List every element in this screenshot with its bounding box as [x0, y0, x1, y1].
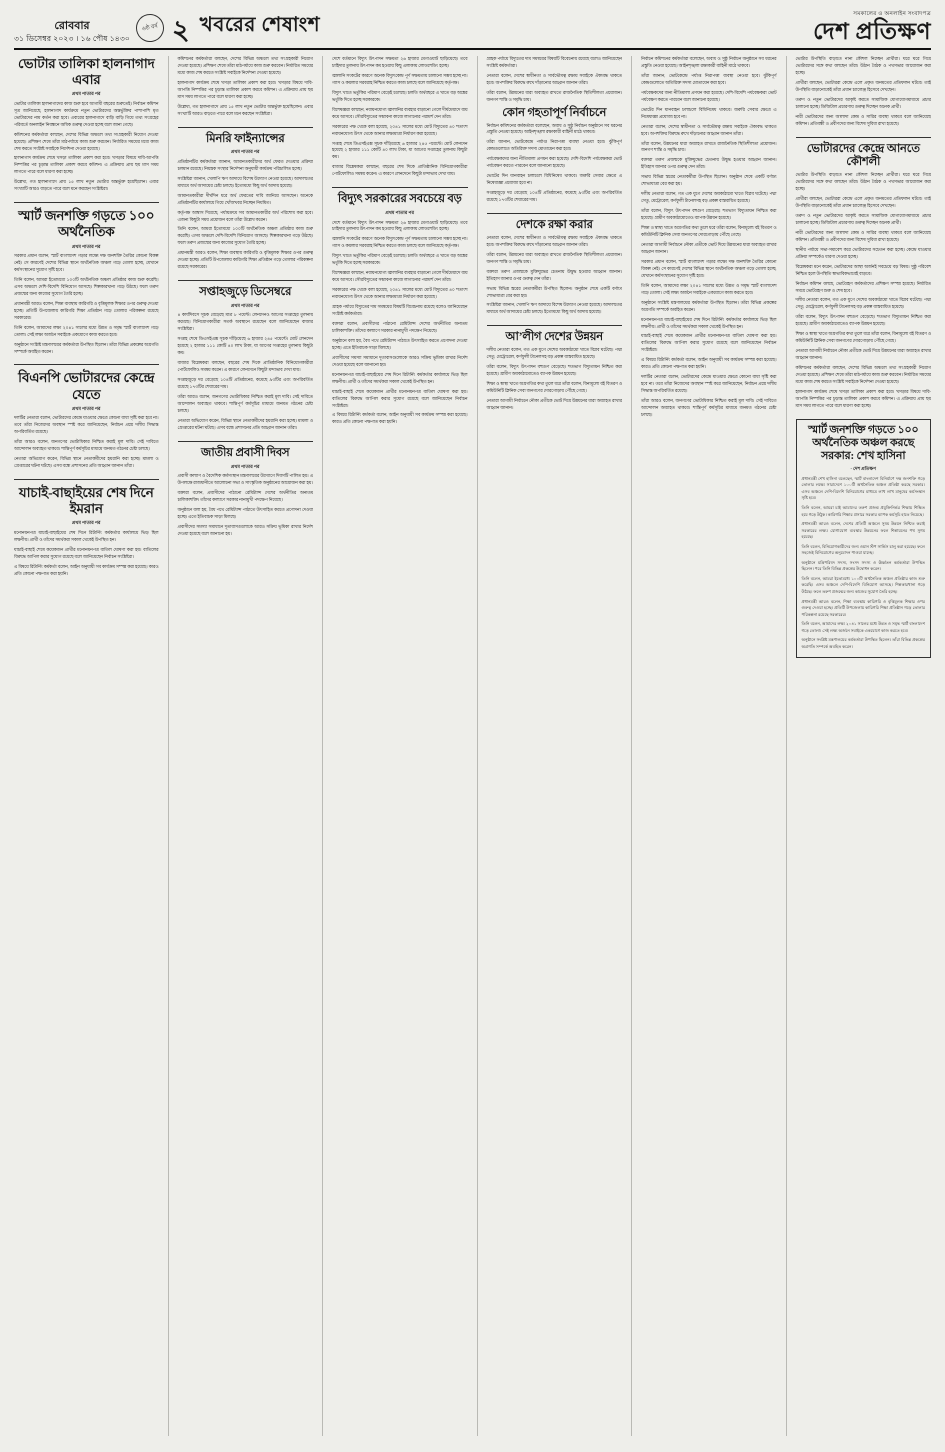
paragraph: সংশ্লিষ্টরা জানান, খেলাপি ঋণ আদায়ে বিশেষ উদ্যোগ নেওয়া হয়েছে। আদালতের মাধ্যমে অর্থ আদায়ের চেষ্টা চলছে। ইতোমধ্যে কিছু অর্থ আদায় হয়েছে।: [486, 302, 622, 315]
headline: কোন গহতাপূর্ণ নির্বাচনে: [502, 106, 607, 119]
paragraph: যাচাই-বাছাই শেষে কয়েকজন প্রার্থীর মনোনয়নপত্র বাতিল ঘোষণা করা হয়। বাতিলের বিরুদ্ধে আপিল করার সুযোগ রয়েছে বলে জানিয়েছেন নির্বাচন সংশ্লিষ্টরা।: [332, 388, 468, 408]
paragraph: শিক্ষা ও স্বাস্থ্য খাতে অগ্রগতির কথা তুলে ধরে তাঁরা বলেন, বিনামূল্যে বই বিতরণ ও কমিউনিটি ক্লিনিক সেবা জনগণের দোরগোড়ায় পৌঁছে গেছে।: [486, 380, 622, 393]
paragraph: সরকার প্রধান বলেন, স্মার্ট বাংলাদেশ গড়ার লক্ষ্যে দক্ষ জনশক্তি তৈরির কোনো বিকল্প নেই। সে কারণেই দেশের বিভিন্ন স্থানে অর্থনৈতিক অঞ্চল গড়ে তোলা হচ্ছে, যেখানে কর্মসংস্থানের সুযোগ সৃষ্টি হবে।: [14, 253, 159, 272]
paragraph: শিক্ষা ও স্বাস্থ্য খাতে অগ্রগতির কথা তুলে ধরে তাঁরা বলেন, বিনামূল্যে বই বিতরণ ও কমিউনিটি ক্লিনিক সেবা জনগণের দোরগোড়ায় পৌঁছে গেছে।: [795, 331, 931, 344]
masthead-right: [813, 10, 931, 43]
paragraph: শিক্ষা ও স্বাস্থ্য খাতে অগ্রগতির কথা তুলে ধরে তাঁরা বলেন, বিনামূল্যে বই বিতরণ ও কমিউনিটি ক্লিনিক সেবা জনগণের দোরগোড়ায় পৌঁছে গেছে।: [641, 225, 777, 238]
paragraph: মনোনয়নপত্র যাচাই-বাছাইয়ের শেষ দিনে রিটার্নিং কর্মকর্তার কার্যালয়ে ভিড় ছিল লক্ষণীয়। প্রার্থী ও তাঁদের সমর্থকরা সকাল থেকেই উপস্থিত হন।: [332, 371, 468, 384]
paragraph: প্রধানমন্ত্রী শেখ হাসিনা বলেছেন, স্মার্ট বাংলাদেশ বিনির্মাণে দক্ষ জনশক্তি গড়ে তোলার লক্ষ্যে সারাদেশে ১০০টি অর্থনৈতিক অঞ্চল প্রতিষ্ঠা করছে সরকার। এসব অঞ্চলে দেশি-বিদেশি বিনিয়োগের মাধ্যমে লাখ লাখ মানুষের কর্মসংস্থান সৃষ্টি হবে।: [801, 475, 925, 501]
headline: ভোটারদের কেন্দ্রে আনতে কৌশলী: [806, 142, 920, 169]
headline: বিএনপি ভোটারদের কেন্দ্রে যেতে: [18, 370, 155, 402]
feature-body: [802, 476, 926, 651]
paragraph: তিনি বলেন, আমরা ইতোমধ্যে ১০০টি অর্থনৈতিক অঞ্চল প্রতিষ্ঠার কাজ শুরু করেছি। এসব অঞ্চলে দেশি-বিদেশি বিনিয়োগ আসছে। শিল্পকারখানা গড়ে উঠছে। ফলে তরুণ প্রজন্মের জন্য কাজের সুযোগ তৈরি হচ্ছে।: [801, 575, 925, 595]
byline: প্রথম পাতার পর: [71, 91, 101, 97]
newspaper-logo: দেশ প্রতিক্ষণ: [813, 19, 931, 44]
paragraph: বক্তারা তরুণ প্রজন্মকে মুক্তিযুদ্ধের চেতনায় উদ্বুদ্ধ হওয়ার আহ্বান জানান। ইতিহাস জানার ওপর গুরুত্ব দেন তাঁরা।: [486, 268, 622, 281]
paragraph: প্রার্থীরা বলছেন, ভোটাররা কেন্দ্রে এলে প্রকৃত জনমতের প্রতিফলন ঘটবে। তাই উপস্থিতি বাড়ানোকেই তাঁরা প্রধান চ্যালেঞ্জ হিসেবে দেখছেন।: [795, 79, 931, 92]
paragraph: তিনি বলেন, আমাদের লক্ষ্য ২০৪১ সালের মধ্যে উন্নত ও সমৃদ্ধ স্মার্ট বাংলাদেশ গড়ে তোলা। সেই লক্ষ্য অর্জনে সবাইকে একযোগে কাজ করতে হবে।: [641, 282, 777, 295]
paragraph: যাচাই-বাছাই শেষে কয়েকজন প্রার্থীর মনোনয়নপত্র বাতিল ঘোষণা করা হয়। বাতিলের বিরুদ্ধে আপিল করার সুযোগ রয়েছে বলে জানিয়েছেন নির্বাচন সংশ্লিষ্টরা।: [641, 333, 777, 353]
paragraph: দেশে বর্তমানে বিদ্যুৎ উৎপাদন সক্ষমতা ২৬ হাজার মেগাওয়াট ছাড়িয়েছে। তবে চাহিদার তুলনায় উৎপাদন কম হওয়ায় কিছু এলাকায় লোডশেডিং হচ্ছে।: [332, 56, 468, 68]
headline: সপ্তাহজুড়ে ডিসেম্বরে: [199, 286, 292, 299]
headline: জাতীয় প্রবাসী দিবস: [201, 446, 290, 459]
byline: প্রথম পাতার পর: [385, 210, 415, 216]
headline: যাচাই-বাছাইয়ের শেষ দিনে ইমরান: [18, 484, 154, 517]
paragraph: নেতারা বলেন, দেশের স্বাধীনতা ও সার্বভৌমত্ব রক্ষায় সবাইকে ঐক্যবদ্ধ থাকতে হবে। অপশক্তির বিরুদ্ধে রুখে দাঁড়ানোর আহ্বান জানান তাঁরা।: [486, 234, 622, 247]
paragraph: তাঁরা বলেন, বিদ্যুৎ উৎপাদন বহুগুণ বেড়েছে। শতভাগ বিদ্যুতায়ন নিশ্চিত করা হয়েছে। গ্রামীণ অবকাঠামোতেও ব্যাপক উন্নয়ন হয়েছে।: [486, 364, 622, 377]
paragraph: সরকারের পক্ষ থেকে বলা হয়েছে, ২০৪১ সালের মধ্যে মোট বিদ্যুতের ৪০ শতাংশ নবায়নযোগ্য উৎস থেকে আনার লক্ষ্যমাত্রা নির্ধারণ করা হয়েছে।: [332, 123, 468, 136]
continued-text-top: [178, 56, 314, 121]
article-body: [178, 159, 314, 274]
paragraph: অনুষ্ঠানে সংশ্লিষ্ট মন্ত্রণালয়ের কর্মকর্তারা উপস্থিত ছিলেন। তাঁরা বিভিন্ন প্রকল্পের অগ্রগতি সম্পর্কে অবহিত করেন।: [801, 637, 925, 649]
paragraph: ভোটার উপস্থিতি বাড়াতে নানা কৌশল নিচ্ছেন প্রার্থীরা। ঘরে ঘরে গিয়ে ভোটারদের সঙ্গে কথা বলছেন তাঁরা। উঠান বৈঠক ও পথসভার আয়োজন করা হচ্ছে।: [795, 172, 931, 192]
paragraph: অনুষ্ঠানে মন্ত্রিপরিষদ সদস্য, সংসদ সদস্য ও ঊর্ধ্বতন কর্মকর্তারা উপস্থিত ছিলেন। পরে তিনি বিভিন্ন প্রকল্পের উদ্বোধন করেন।: [801, 559, 925, 572]
paragraph: নির্বাচন কমিশন বলছে, ভোটগ্রহণ কর্মকর্তাদের প্রশিক্ষণ সম্পন্ন হয়েছে। নির্ধারিত সময়ে ভোটগ্রহণ শুরু ও শেষ হবে।: [795, 280, 931, 293]
masthead-left: [14, 10, 320, 44]
paragraph: প্রধানমন্ত্রী আরও বলেন, শিক্ষা ব্যবস্থায় কারিগরি ও বৃত্তিমূলক শিক্ষার ওপর গুরুত্ব দেওয়া হচ্ছে। প্রতিটি উপজেলায় কারিগরি শিক্ষা প্রতিষ্ঠান গড়ে তোলার পরিকল্পনা রয়েছে সরকারের।: [801, 598, 925, 617]
article-body: [487, 347, 623, 415]
divider: [14, 364, 159, 365]
paragraph: ভোটার তালিকা হালনাগাদের কাজ শুরু হবে আগামী বছরের শুরুতেই। নির্বাচন কমিশন সূত্র জানিয়েছে, হালনাগাদ কার্যক্রমে নতুন ভোটারদের অন্তর্ভুক্তির পাশাপাশি মৃত ভোটারদের নাম কর্তন করা হবে। এবারের হালনাগাদে বাড়ি বাড়ি গিয়ে তথ্য সংগ্রহের পরিবর্তে অনলাইন নিবন্ধনে অধিক গুরুত্ব দেওয়া হচ্ছে বলে জানা গেছে।: [14, 100, 159, 127]
column-1: [14, 56, 159, 1436]
continued-text-top: [332, 56, 468, 181]
article-body: [14, 530, 159, 581]
paragraph: নির্বাচন কমিশনের কর্মকর্তারা বলেছেন, অবাধ ও সুষ্ঠু নির্বাচন অনুষ্ঠানে সব ধরনের প্রস্তুতি নেওয়া হয়েছে। আইনশৃঙ্খলা রক্ষাকারী বাহিনী মাঠে থাকবে।: [641, 56, 777, 68]
article-body: [14, 101, 159, 196]
paragraph: হালনাগাদ কার্যক্রম শেষে খসড়া তালিকা প্রকাশ করা হবে। খসড়ার বিষয়ে দাবি-আপত্তি নিষ্পত্তির পর চূড়ান্ত তালিকা প্রকাশ করবে কমিশন। এ প্রক্রিয়ায় প্রায় ছয় মাস সময় লাগতে পারে বলে ধারণা করা হচ্ছে।: [14, 155, 159, 175]
paragraph: ভোটের দিন যানবাহন চলাচলে বিধিনিষেধ থাকবে। জরুরি সেবার ক্ষেত্রে এ নিষেধাজ্ঞা প্রযোজ্য হবে না।: [641, 106, 777, 119]
headline: মিনরি ফাইন্যান্সের: [206, 132, 285, 145]
paragraph: আমানতকারীরা দীর্ঘদিন ধরে অর্থ ফেরতের দাবি জানিয়ে আসছেন। অনেকে প্রতিষ্ঠানটির কার্যালয়ে গিয়ে খোঁজখবর নিচ্ছেন নিয়মিত।: [177, 192, 313, 205]
byline: প্রথম পাতার পর: [230, 303, 260, 308]
page-number: ২: [172, 15, 190, 45]
byline: প্রথম পাতার পর: [230, 463, 260, 469]
paragraph: কমিশনের কর্মকর্তারা বলছেন, দেশের বিভিন্ন অঞ্চলে তথ্য সংগ্রহকারী নিয়োগ দেওয়া হয়েছে। প্রশিক্ষণ শেষে তাঁরা মাঠপর্যায়ে কাজ শুরু করবেন। নির্ধারিত সময়ের মধ্যে কাজ শেষ করতে সংশ্লিষ্ট সবাইকে নির্দেশনা দেওয়া হয়েছে।: [177, 56, 313, 75]
paragraph: বাজার বিশ্লেষকরা বলছেন, বছরের শেষ দিকে প্রাতিষ্ঠানিক বিনিয়োগকারীরা পোর্টফোলিও সমন্বয় করেন। এ কারণে লেনদেনে কিছুটা মন্দাভাব দেখা যায়।: [332, 164, 468, 177]
paragraph: এ বিষয়ে রিটার্নিং কর্মকর্তা বলেন, আইন অনুযায়ী সব কার্যক্রম সম্পন্ন করা হয়েছে। কারও প্রতি কোনো পক্ষপাত করা হয়নি।: [641, 357, 777, 370]
paragraph: হালনাগাদ কার্যক্রম শেষে খসড়া তালিকা প্রকাশ করা হবে। খসড়ার বিষয়ে দাবি-আপত্তি নিষ্পত্তির পর চূড়ান্ত তালিকা প্রকাশ করবে কমিশন। এ প্রক্রিয়ায় প্রায় ছয় মাস সময় লাগতে পারে বলে ধারণা করা হচ্ছে।: [795, 388, 931, 408]
paragraph: তিনি বলেন, বিনিয়োগকারীদের জন্য ওয়ান স্টপ সার্ভিস চালু করা হয়েছে। ফলে সহজেই বিনিয়োগের অনুমোদন পাওয়া যাচ্ছে।: [801, 543, 925, 556]
article-jachai: [14, 485, 159, 581]
masthead-tagline: সমকালের ও অনলাইন সংবাদপত্র: [853, 11, 931, 17]
paragraph: তাঁরা আরও বলেন, জনগণের ভোটাধিকার নিশ্চিত করাই মূল দাবি। সেই দাবিতে আন্দোলন অব্যাহত থাকবে। শান্তিপূর্ণ কর্মসূচির মাধ্যমে জনমত গঠনের চেষ্টা চলছে।: [177, 393, 313, 413]
paragraph: মনোনয়নপত্র যাচাই-বাছাইয়ের শেষ দিনে রিটার্নিং কর্মকর্তার কার্যালয়ে ভিড় ছিল লক্ষণীয়। প্রার্থী ও তাঁদের সমর্থকরা সকাল থেকেই উপস্থিত হন।: [641, 316, 777, 329]
divider: [796, 137, 932, 138]
article-body: [178, 312, 314, 434]
article-bnp-voter: [14, 370, 159, 472]
article-deshke-rokkha: [487, 219, 623, 319]
paragraph: দলটির নেতারা বলেন, ভোটারদের কেন্দ্রে যাওয়ার ক্ষেত্রে কোনো বাধা সৃষ্টি করা হবে না। তবে তাঁরা নিজেদের অবস্থান স্পষ্ট করে জানিয়েছেন, নির্বাচন প্রশ্নে দলীয় সিদ্ধান্ত অপরিবর্তিত রয়েছে।: [641, 374, 777, 394]
paragraph: নেতারা বলেন, দেশের স্বাধীনতা ও সার্বভৌমত্ব রক্ষায় সবাইকে ঐক্যবদ্ধ থাকতে হবে। অপশক্তির বিরুদ্ধে রুখে দাঁড়ানোর আহ্বান জানান তাঁরা।: [486, 72, 622, 85]
paragraph: সভায় বিভিন্ন স্তরের নেতাকর্মীরা উপস্থিত ছিলেন। অনুষ্ঠান শেষে একটি বর্ণাঢ্য শোভাযাত্রা বের করা হয়।: [486, 285, 622, 298]
byline: প্রথম পাতার পর: [71, 243, 101, 249]
paragraph: উল্লেখ্য, গত হালনাগাদে প্রায় ১৫ লাখ নতুন ভোটার অন্তর্ভুক্ত হয়েছিলেন। এবার সংখ্যাটি আরও বাড়তে পারে বলে মনে করছেন সংশ্লিষ্টরা।: [14, 179, 159, 192]
paragraph: কমিশনের কর্মকর্তারা বলছেন, দেশের বিভিন্ন অঞ্চলে তথ্য সংগ্রহকারী নিয়োগ দেওয়া হয়েছে। প্রশিক্ষণ শেষে তাঁরা মাঠপর্যায়ে কাজ শুরু করবেন। নির্ধারিত সময়ের মধ্যে কাজ শেষ করতে সংশ্লিষ্ট সবাইকে নির্দেশনা দেওয়া হয়েছে।: [795, 365, 931, 384]
feature-byline: - দেশ প্রতিক্ষণ: [850, 466, 876, 472]
paragraph: ৪ কার্যদিবসে সূচক বেড়েছে মাত্র ৮ পয়েন্ট। লেনদেনও আগের সপ্তাহের তুলনায় কমেছে। বিনিয়োগকারীরা সতর্ক অবস্থানে রয়েছেন বলে জানিয়েছেন বাজার সংশ্লিষ্টরা।: [177, 312, 313, 332]
divider: [178, 280, 314, 281]
headline: বিদ্যুৎ সরকারের সবচেয়ে বড়: [337, 193, 462, 206]
continued-text: [641, 56, 777, 422]
column-5: [631, 56, 777, 1436]
article-body: [14, 415, 159, 473]
paragraph: গ্রাহক পর্যায়ে বিদ্যুতের দাম সমন্বয়ের বিষয়টি বিবেচনায় রয়েছে বলেও জানিয়েছেন সংশ্লিষ্ট কর্মকর্তারা।: [332, 304, 468, 317]
paragraph: সভায় বিভিন্ন স্তরের নেতাকর্মীরা উপস্থিত ছিলেন। অনুষ্ঠান শেষে একটি বর্ণাঢ্য শোভাযাত্রা বের করা হয়।: [641, 174, 777, 187]
divider: [14, 479, 159, 480]
paragraph: তিনি বলেন, আমরা ইতোমধ্যে ১০০টি অর্থনৈতিক অঞ্চল প্রতিষ্ঠার কাজ শুরু করেছি। এসব অঞ্চলে দেশি-বিদেশি বিনিয়োগ আসছে। শিল্পকারখানা গড়ে উঠছে। ফলে তরুণ প্রজন্মের জন্য কাজের সুযোগ তৈরি হচ্ছে।: [177, 226, 313, 246]
paragraph: তাঁরা আরও বলেন, জনগণের ভোটাধিকার নিশ্চিত করাই মূল দাবি। সেই দাবিতে আন্দোলন অব্যাহত থাকবে। শান্তিপূর্ণ কর্মসূচির মাধ্যমে জনমত গঠনের চেষ্টা চলছে।: [14, 439, 159, 452]
paragraph: বক্তারা বলেন, প্রবাসীদের পাঠানো রেমিট্যান্স দেশের অর্থনীতির অন্যতম চালিকাশক্তি। তাঁদের কল্যাণে সরকার নানামুখী পদক্ষেপ নিয়েছে।: [332, 320, 468, 333]
paragraph: জ্বালানি সংকটের কারণে অনেক বিদ্যুৎকেন্দ্র পূর্ণ সক্ষমতায় চালানো সম্ভব হচ্ছে না। গ্যাস ও কয়লার সরবরাহ নিশ্চিত করতে কাজ চলছে বলে জানিয়েছে কর্তৃপক্ষ।: [332, 72, 468, 85]
article-body: [487, 123, 623, 208]
paragraph: বক্তারা বলেন, প্রবাসীদের পাঠানো রেমিট্যান্স দেশের অর্থনীতির অন্যতম চালিকাশক্তি। তাঁদের কল্যাণে সরকার নানামুখী পদক্ষেপ নিয়েছে।: [177, 489, 313, 502]
paragraph: নেতারা আগামী নির্বাচনে নৌকা প্রতীকে ভোট দিয়ে উন্নয়নের ধারা অব্যাহত রাখার আহ্বান জানান।: [641, 241, 777, 254]
paragraph: স্থানীয় পর্যায়ে সভা-সমাবেশ করে ভোটারদের সচেতন করা হচ্ছে। কেন্দ্রে যাওয়ার প্রক্রিয়া সম্পর্কেও ধারণা দেওয়া হচ্ছে।: [795, 246, 931, 259]
headline: আ’লীগ দেশের উন্নয়ন: [505, 331, 603, 344]
paragraph: তিনি বলেন, আমাদের লক্ষ্য ২০৪১ সালের মধ্যে উন্নত ও সমৃদ্ধ স্মার্ট বাংলাদেশ গড়ে তোলা। সেই লক্ষ্য অর্জনে সবাইকে একযোগে কাজ করতে হবে।: [14, 324, 159, 337]
divider: [487, 325, 623, 326]
paragraph: নেতারা বলেন, দেশের স্বাধীনতা ও সার্বভৌমত্ব রক্ষায় সবাইকে ঐক্যবদ্ধ থাকতে হবে। অপশক্তির বিরুদ্ধে রুখে দাঁড়ানোর আহ্বান জানান তাঁরা।: [641, 123, 777, 136]
paragraph: হালনাগাদ কার্যক্রম শেষে খসড়া তালিকা প্রকাশ করা হবে। খসড়ার বিষয়ে দাবি-আপত্তি নিষ্পত্তির পর চূড়ান্ত তালিকা প্রকাশ করবে কমিশন। এ প্রক্রিয়ায় প্রায় ছয় মাস সময় লাগতে পারে বলে ধারণা করা হচ্ছে।: [177, 79, 313, 99]
paragraph: সরকারের পক্ষ থেকে বলা হয়েছে, ২০৪১ সালের মধ্যে মোট বিদ্যুতের ৪০ শতাংশ নবায়নযোগ্য উৎস থেকে আনার লক্ষ্যমাত্রা নির্ধারণ করা হয়েছে।: [332, 287, 468, 300]
paragraph: তাঁরা বলেন, বিদ্যুৎ উৎপাদন বহুগুণ বেড়েছে। শতভাগ বিদ্যুতায়ন নিশ্চিত করা হয়েছে। গ্রামীণ অবকাঠামোতেও ব্যাপক উন্নয়ন হয়েছে।: [795, 314, 931, 327]
paragraph: বিশেষজ্ঞরা বলছেন, নবায়নযোগ্য জ্বালানির ব্যবহার বাড়ানো গেলে দীর্ঘমেয়াদে ব্যয় কমে আসবে। সৌরবিদ্যুতের সম্ভাবনা কাজে লাগানোর পরামর্শ দেন তাঁরা।: [332, 106, 468, 119]
divider: [178, 127, 314, 128]
article-voter-talika: [14, 56, 159, 196]
masthead-seal: ৬ষ্ঠ বর্ষ: [133, 11, 166, 44]
paragraph: তিনি বলেন, আমাদের লক্ষ্য ২০৪১ সালের মধ্যে উন্নত ও সমৃদ্ধ স্মার্ট বাংলাদেশ গড়ে তোলা। সেই লক্ষ্য অর্জনে সবাইকে একযোগে কাজ করতে হবে।: [801, 621, 925, 633]
article-body: [796, 172, 932, 413]
headline: ভোটার তালিকা হালনাগাদ এবার: [17, 56, 155, 88]
paragraph: বিশেষজ্ঞরা বলছেন, নবায়নযোগ্য জ্বালানির ব্যবহার বাড়ানো গেলে দীর্ঘমেয়াদে ব্যয় কমে আসবে। সৌরবিদ্যুতের সম্ভাবনা কাজে লাগানোর পরামর্শ দেন তাঁরা।: [332, 270, 468, 283]
paragraph: নেতারা আগামী নির্বাচনে নৌকা প্রতীকে ভোট দিয়ে উন্নয়নের ধারা অব্যাহত রাখার আহ্বান জানান।: [486, 397, 622, 410]
paragraph: নির্বাচন কমিশনের কর্মকর্তারা বলেছেন, অবাধ ও সুষ্ঠু নির্বাচন অনুষ্ঠানে সব ধরনের প্রস্তুতি নেওয়া হয়েছে। আইনশৃঙ্খলা রক্ষাকারী বাহিনী মাঠে থাকবে।: [486, 122, 622, 135]
paragraph: বাজার বিশ্লেষকরা বলছেন, বছরের শেষ দিকে প্রাতিষ্ঠানিক বিনিয়োগকারীরা পোর্টফোলিও সমন্বয় করেন। এ কারণে লেনদেনে কিছুটা মন্দাভাব দেখা যায়।: [177, 360, 313, 373]
paragraph: নেতারা অভিযোগ করেন, বিভিন্ন স্থানে নেতাকর্মীদের হয়রানি করা হচ্ছে। মামলা ও গ্রেপ্তারের ঘটনা ঘটছে। এসব বন্ধে প্রশাসনের প্রতি আহ্বান জানান তাঁরা।: [14, 456, 159, 468]
paragraph: প্রার্থীরা বলছেন, ভোটাররা কেন্দ্রে এলে প্রকৃত জনমতের প্রতিফলন ঘটবে। তাই উপস্থিতি বাড়ানোকেই তাঁরা প্রধান চ্যালেঞ্জ হিসেবে দেখছেন।: [795, 196, 931, 208]
paragraph: তাঁরা বলেন, উন্নয়নের ধারা অব্যাহত রাখতে রাজনৈতিক স্থিতিশীলতা প্রয়োজন। জনগণ শান্তি ও সমৃদ্ধি চায়।: [486, 251, 622, 264]
paragraph: এ বিষয়ে রিটার্নিং কর্মকর্তা বলেন, আইন অনুযায়ী সব কার্যক্রম সম্পন্ন করা হয়েছে। কারও প্রতি কোনো পক্ষপাত করা হয়নি।: [14, 563, 159, 576]
paragraph: প্রধানমন্ত্রী আরও বলেন, দেশের প্রতিটি অঞ্চলে সুষম উন্নয়ন নিশ্চিত করাই সরকারের লক্ষ্য। যোগাযোগ ব্যবস্থার উন্নয়নের ফলে শিল্পায়নের পথ সুগম হয়েছে।: [801, 521, 925, 540]
paragraph: ভোটার উপস্থিতি বাড়াতে নানা কৌশল নিচ্ছেন প্রার্থীরা। ঘরে ঘরে গিয়ে ভোটারদের সঙ্গে কথা বলছেন তাঁরা। উঠান বৈঠক ও পথসভার আয়োজন করা হচ্ছে।: [795, 56, 931, 75]
paragraph: তাঁরা আরও বলেন, জনগণের ভোটাধিকার নিশ্চিত করাই মূল দাবি। সেই দাবিতে আন্দোলন অব্যাহত থাকবে। শান্তিপূর্ণ কর্মসূচির মাধ্যমে জনমত গঠনের চেষ্টা চলছে।: [641, 398, 777, 417]
masthead-date: ৩১ ডিসেম্বর ২০২৩ । ১৬ পৌষ ১৪৩০: [14, 33, 131, 43]
paragraph: দলীয় নেতারা বলেন, গত এক যুগে দেশের অবকাঠামো খাতে বিপ্লব ঘটেছে। পদ্মা সেতু, মেট্রোরেল, কর্ণফুলী টানেলসহ বড় প্রকল্প বাস্তবায়িত হয়েছে।: [795, 297, 931, 310]
paragraph: নেতারা আগামী নির্বাচনে নৌকা প্রতীকে ভোট দিয়ে উন্নয়নের ধারা অব্যাহত রাখার আহ্বান জানান।: [795, 348, 931, 361]
paragraph: বক্তারা তরুণ প্রজন্মকে মুক্তিযুদ্ধের চেতনায় উদ্বুদ্ধ হওয়ার আহ্বান জানান। ইতিহাস জানার ওপর গুরুত্ব দেন তাঁরা।: [641, 157, 777, 170]
paragraph: দলীয় নেতারা বলেন, গত এক যুগে দেশের অবকাঠামো খাতে বিপ্লব ঘটেছে। পদ্মা সেতু, মেট্রোরেল, কর্ণফুলী টানেলসহ বড় প্রকল্প বাস্তবায়িত হয়েছে।: [641, 191, 777, 204]
article-saptahute: [178, 286, 314, 435]
column-4: [477, 56, 623, 1436]
article-body: [178, 473, 314, 541]
headline: স্মার্ট জনশক্তি গড়তে ১০০ অর্থনৈতিক: [18, 208, 155, 240]
paragraph: নারী ভোটারদের জন্য আলাদা কেন্দ্র ও সারির ব্যবস্থা থাকবে বলে জানিয়েছে কমিশন। প্রতিবন্ধী ও প্রবীণদের জন্য বিশেষ সুবিধা রাখা হয়েছে।: [795, 229, 931, 242]
article-body: [14, 253, 159, 358]
article-minori: [178, 133, 314, 275]
byline: প্রথম পাতার পর: [71, 520, 101, 526]
paragraph: অনুষ্ঠানে বলা হয়, বৈধ পথে রেমিট্যান্স পাঠাতে উৎসাহিত করতে প্রণোদনা দেওয়া হচ্ছে। এতে ইতিবাচক সাড়া মিলছে।: [177, 506, 313, 519]
paragraph: বিদ্যুৎ খাতে ভর্তুকির পরিমাণ বেড়েই চলেছে। চলতি অর্থবছরে এ খাতে বড় অঙ্কের ভর্তুকি দিতে হচ্ছে সরকারকে।: [332, 89, 468, 102]
paragraph: গ্রাহক পর্যায়ে বিদ্যুতের দাম সমন্বয়ের বিষয়টি বিবেচনায় রয়েছে বলেও জানিয়েছেন সংশ্লিষ্ট কর্মকর্তারা।: [486, 56, 622, 68]
article-bidyut: [332, 193, 468, 429]
paragraph: ভোটের দিন যানবাহন চলাচলে বিধিনিষেধ থাকবে। জরুরি সেবার ক্ষেত্রে এ নিষেধাজ্ঞা প্রযোজ্য হবে না।: [486, 173, 622, 186]
paragraph: বিশ্লেষকরা মনে করেন, ভোটারদের আস্থা অর্জনই সবচেয়ে বড় বিষয়। সুষ্ঠু পরিবেশ নিশ্চিত হলে উপস্থিতি স্বাভাবিকভাবেই বাড়বে।: [795, 263, 931, 276]
article-probashi: [178, 447, 314, 541]
continued-text-top: [487, 56, 623, 107]
column-3: [322, 56, 468, 1436]
paragraph: তিনি বলেন, আমরা চাই আমাদের তরুণ প্রজন্ম প্রযুক্তিনির্ভর শিক্ষায় শিক্ষিত হয়ে গড়ে উঠুক। কারিগরি শিক্ষার প্রসারে সরকার ব্যাপক কর্মসূচি হাতে নিয়েছে।: [801, 505, 925, 517]
paragraph: অনুষ্ঠানে সংশ্লিষ্ট মন্ত্রণালয়ের কর্মকর্তারা উপস্থিত ছিলেন। তাঁরা বিভিন্ন প্রকল্পের অগ্রগতি সম্পর্কে অবহিত করেন।: [14, 341, 159, 354]
paragraph: তরুণ ও নতুন ভোটারদের আকৃষ্ট করতে সামাজিক যোগাযোগমাধ্যমে প্রচার চালানো হচ্ছে। ডিজিটাল প্রচারণায় গুরুত্ব দিচ্ছেন অনেক প্রার্থী।: [795, 96, 931, 109]
paragraph: তিনি বলেন, আমরা ইতোমধ্যে ১০০টি অর্থনৈতিক অঞ্চল প্রতিষ্ঠার কাজ শুরু করেছি। এসব অঞ্চলে দেশি-বিদেশি বিনিয়োগ আসছে। শিল্পকারখানা গড়ে উঠছে। ফলে তরুণ প্রজন্মের জন্য কাজের সুযোগ তৈরি হচ্ছে।: [14, 276, 159, 296]
paragraph: প্রধানমন্ত্রী আরও বলেন, শিক্ষা ব্যবস্থায় কারিগরি ও বৃত্তিমূলক শিক্ষার ওপর গুরুত্ব দেওয়া হচ্ছে। প্রতিটি উপজেলায় কারিগরি শিক্ষা প্রতিষ্ঠান গড়ে তোলার পরিকল্পনা রয়েছে সরকারের।: [14, 300, 159, 320]
paragraph: নারী ভোটারদের জন্য আলাদা কেন্দ্র ও সারির ব্যবস্থা থাকবে বলে জানিয়েছে কমিশন। প্রতিবন্ধী ও প্রবীণদের জন্য বিশেষ সুবিধা রাখা হয়েছে।: [795, 113, 931, 126]
paragraph: দেশে বর্তমানে বিদ্যুৎ উৎপাদন সক্ষমতা ২৬ হাজার মেগাওয়াট ছাড়িয়েছে। তবে চাহিদার তুলনায় উৎপাদন কম হওয়ায় কিছু এলাকায় লোডশেডিং হচ্ছে।: [332, 219, 468, 232]
column-6: [786, 56, 932, 1436]
paragraph: তাঁরা জানান, ভোটকেন্দ্রে পর্যাপ্ত নিরাপত্তা ব্যবস্থা নেওয়া হবে। ঝুঁকিপূর্ণ কেন্দ্রগুলোতে অতিরিক্ত সদস্য মোতায়েন করা হবে।: [641, 72, 777, 85]
divider: [487, 213, 623, 214]
byline: প্রথম পাতার পর: [71, 405, 101, 411]
paragraph: সরকার প্রধান বলেন, স্মার্ট বাংলাদেশ গড়ার লক্ষ্যে দক্ষ জনশক্তি তৈরির কোনো বিকল্প নেই। সে কারণেই দেশের বিভিন্ন স্থানে অর্থনৈতিক অঞ্চল গড়ে তোলা হচ্ছে, যেখানে কর্মসংস্থানের সুযোগ সৃষ্টি হবে।: [641, 258, 777, 278]
masthead-day: রোববার: [54, 20, 90, 33]
paragraph: পর্যবেক্ষকদের জন্য নীতিমালা প্রণয়ন করা হয়েছে। দেশি-বিদেশি পর্যবেক্ষকরা ভোট পর্যবেক্ষণ করতে পারবেন বলে জানানো হয়েছে।: [641, 89, 777, 102]
divider: [14, 202, 159, 203]
paragraph: সপ্তাহজুড়ে দর বেড়েছে ১০৪টি প্রতিষ্ঠানের, কমেছে ৯৩টির এবং অপরিবর্তিত রয়েছে ১৭৩টির শেয়ারের দাম।: [177, 377, 313, 390]
article-alig-unnayan: [487, 331, 623, 414]
paragraph: সংশ্লিষ্টরা জানান, খেলাপি ঋণ আদায়ে বিশেষ উদ্যোগ নেওয়া হয়েছে। আদালতের মাধ্যমে অর্থ আদায়ের চেষ্টা চলছে। ইতোমধ্যে কিছু অর্থ আদায় হয়েছে।: [177, 175, 313, 188]
byline: প্রথম পাতার পর: [230, 149, 260, 155]
paragraph: সপ্তাহ শেষে ডিএসইএক্স সূচক দাঁড়িয়েছে ৬ হাজার ২৪৫ পয়েন্টে। মোট লেনদেন হয়েছে ২ হাজার ১১১ কোটি ৪০ লাখ টাকা, যা আগের সপ্তাহের তুলনায় কিছুটা কম।: [332, 140, 468, 160]
paragraph: বিদ্যুৎ খাতে ভর্তুকির পরিমাণ বেড়েই চলেছে। চলতি অর্থবছরে এ খাতে বড় অঙ্কের ভর্তুকি দিতে হচ্ছে সরকারকে।: [332, 253, 468, 266]
paragraph: সপ্তাহ শেষে ডিএসইএক্স সূচক দাঁড়িয়েছে ৬ হাজার ২৪৫ পয়েন্টে। মোট লেনদেন হয়েছে ২ হাজার ১১১ কোটি ৪০ লাখ টাকা, যা আগের সপ্তাহের তুলনায় কিছুটা কম।: [177, 336, 313, 356]
section-title: খবরের শেষাংশ: [199, 14, 321, 36]
paragraph: তরুণ ও নতুন ভোটারদের আকৃষ্ট করতে সামাজিক যোগাযোগমাধ্যমে প্রচার চালানো হচ্ছে। ডিজিটাল প্রচারণায় গুরুত্ব দিচ্ছেন অনেক প্রার্থী।: [795, 212, 931, 225]
paragraph: পর্যবেক্ষকদের জন্য নীতিমালা প্রণয়ন করা হয়েছে। দেশি-বিদেশি পর্যবেক্ষকরা ভোট পর্যবেক্ষণ করতে পারবেন বলে জানানো হয়েছে।: [486, 156, 622, 169]
article-smart-janashakti: [14, 208, 159, 358]
masthead: [14, 10, 931, 50]
feature-box: [796, 419, 932, 659]
paragraph: প্রবাসীদের সমস্যা সমাধানে দূতাবাসগুলোকে আরও সক্রিয় ভূমিকা রাখার নির্দেশ দেওয়া হয়েছে বলে জানানো হয়।: [332, 354, 468, 367]
paragraph: কর্তৃপক্ষ আশ্বাস দিয়েছে, পর্যায়ক্রমে সব আমানতকারীর অর্থ পরিশোধ করা হবে। এজন্য কিছুটা সময় প্রয়োজন বলে তাঁরা উল্লেখ করেন।: [177, 209, 313, 222]
paragraph: তাঁরা জানান, ভোটকেন্দ্রে পর্যাপ্ত নিরাপত্তা ব্যবস্থা নেওয়া হবে। ঝুঁকিপূর্ণ কেন্দ্রগুলোতে অতিরিক্ত সদস্য মোতায়েন করা হবে।: [486, 139, 622, 152]
paragraph: এ বিষয়ে রিটার্নিং কর্মকর্তা বলেন, আইন অনুযায়ী সব কার্যক্রম সম্পন্ন করা হয়েছে। কারও প্রতি কোনো পক্ষপাত করা হয়নি।: [332, 412, 468, 425]
paragraph: জ্বালানি সংকটের কারণে অনেক বিদ্যুৎকেন্দ্র পূর্ণ সক্ষমতায় চালানো সম্ভব হচ্ছে না। গ্যাস ও কয়লার সরবরাহ নিশ্চিত করতে কাজ চলছে বলে জানিয়েছে কর্তৃপক্ষ।: [332, 236, 468, 249]
paragraph: সপ্তাহজুড়ে দর বেড়েছে ১০৪টি প্রতিষ্ঠানের, কমেছে ৯৩টির এবং অপরিবর্তিত রয়েছে ১৭৩টির শেয়ারের দাম।: [486, 190, 622, 203]
paragraph: প্রধানমন্ত্রী আরও বলেন, শিক্ষা ব্যবস্থায় কারিগরি ও বৃত্তিমূলক শিক্ষার ওপর গুরুত্ব দেওয়া হচ্ছে। প্রতিটি উপজেলায় কারিগরি শিক্ষা প্রতিষ্ঠান গড়ে তোলার পরিকল্পনা রয়েছে সরকারের।: [177, 250, 313, 270]
paragraph: তাঁরা বলেন, উন্নয়নের ধারা অব্যাহত রাখতে রাজনৈতিক স্থিতিশীলতা প্রয়োজন। জনগণ শান্তি ও সমৃদ্ধি চায়।: [641, 140, 777, 153]
article-kon-gohotopur: [487, 107, 623, 207]
feature-headline: স্মার্ট জনশক্তি গড়তে ১০০ অর্থনৈতিক অঞ্চল করছে সরকার: শেখ হাসিনা: [808, 423, 919, 463]
article-body: [332, 220, 468, 430]
paragraph: যাচাই-বাছাই শেষে কয়েকজন প্রার্থীর মনোনয়নপত্র বাতিল ঘোষণা করা হয়। বাতিলের বিরুদ্ধে আপিল করার সুযোগ রয়েছে বলে জানিয়েছেন নির্বাচন সংশ্লিষ্টরা।: [14, 546, 159, 559]
masthead-date-block: [14, 19, 130, 44]
column-2: [168, 56, 314, 1436]
paragraph: দলটির নেতারা বলেন, ভোটারদের কেন্দ্রে যাওয়ার ক্ষেত্রে কোনো বাধা সৃষ্টি করা হবে না। তবে তাঁরা নিজেদের অবস্থান স্পষ্ট করে জানিয়েছেন, নির্বাচন প্রশ্নে দলীয় সিদ্ধান্ত অপরিবর্তিত রয়েছে।: [14, 415, 159, 435]
divider: [178, 441, 314, 442]
article-columns: [14, 56, 931, 1436]
paragraph: নেতারা অভিযোগ করেন, বিভিন্ন স্থানে নেতাকর্মীদের হয়রানি করা হচ্ছে। মামলা ও গ্রেপ্তারের ঘটনা ঘটছে। এসব বন্ধে প্রশাসনের প্রতি আহ্বান জানান তাঁরা।: [177, 417, 313, 430]
paragraph: দলীয় নেতারা বলেন, গত এক যুগে দেশের অবকাঠামো খাতে বিপ্লব ঘটেছে। পদ্মা সেতু, মেট্রোরেল, কর্ণফুলী টানেলসহ বড় প্রকল্প বাস্তবায়িত হয়েছে।: [486, 347, 622, 360]
paragraph: অনুষ্ঠানে বলা হয়, বৈধ পথে রেমিট্যান্স পাঠাতে উৎসাহিত করতে প্রণোদনা দেওয়া হচ্ছে। এতে ইতিবাচক সাড়া মিলছে।: [332, 337, 468, 350]
paragraph: তাঁরা বলেন, বিদ্যুৎ উৎপাদন বহুগুণ বেড়েছে। শতভাগ বিদ্যুতায়ন নিশ্চিত করা হয়েছে। গ্রামীণ অবকাঠামোতেও ব্যাপক উন্নয়ন হয়েছে।: [641, 208, 777, 221]
paragraph: প্রবাসীদের সমস্যা সমাধানে দূতাবাসগুলোকে আরও সক্রিয় ভূমিকা রাখার নির্দেশ দেওয়া হয়েছে বলে জানানো হয়।: [177, 523, 313, 536]
article-body: [487, 235, 623, 320]
headline: দেশকে রক্ষা করার: [515, 219, 593, 232]
paragraph: উল্লেখ্য, গত হালনাগাদে প্রায় ১৫ লাখ নতুন ভোটার অন্তর্ভুক্ত হয়েছিলেন। এবার সংখ্যাটি আরও বাড়তে পারে বলে মনে করছেন সংশ্লিষ্টরা।: [177, 103, 313, 116]
paragraph: তাঁরা বলেন, উন্নয়নের ধারা অব্যাহত রাখতে রাজনৈতিক স্থিতিশীলতা প্রয়োজন। জনগণ শান্তি ও সমৃদ্ধি চায়।: [486, 89, 622, 102]
article-voterder-kendre: [796, 143, 932, 413]
paragraph: প্রবাসী কল্যাণ ও বৈদেশিক কর্মসংস্থান মন্ত্রণালয়ের উদ্যোগে দিবসটি পালিত হয়। এ উপলক্ষে রাজধানীতে আলোচনা সভা ও সাংস্কৃতিক অনুষ্ঠানের আয়োজন করা হয়।: [177, 472, 313, 485]
paragraph: কমিশনের কর্মকর্তারা বলছেন, দেশের বিভিন্ন অঞ্চলে তথ্য সংগ্রহকারী নিয়োগ দেওয়া হয়েছে। প্রশিক্ষণ শেষে তাঁরা মাঠপর্যায়ে কাজ শুরু করবেন। নির্ধারিত সময়ের মধ্যে কাজ শেষ করতে সংশ্লিষ্ট সবাইকে নির্দেশনা দেওয়া হয়েছে।: [14, 131, 159, 151]
continued-text-top: [796, 56, 932, 131]
divider: [332, 187, 468, 188]
paragraph: প্রতিষ্ঠানটির কর্মকর্তারা জানান, আমানতকারীদের অর্থ ফেরত দেওয়ার প্রক্রিয়া চলমান রয়েছে। নিয়ন্ত্রক সংস্থার নির্দেশনা অনুযায়ী কার্যক্রম পরিচালিত হচ্ছে।: [177, 158, 313, 171]
paragraph: অনুষ্ঠানে সংশ্লিষ্ট মন্ত্রণালয়ের কর্মকর্তারা উপস্থিত ছিলেন। তাঁরা বিভিন্ন প্রকল্পের অগ্রগতি সম্পর্কে অবহিত করেন।: [641, 299, 777, 312]
paragraph: মনোনয়নপত্র যাচাই-বাছাইয়ের শেষ দিনে রিটার্নিং কর্মকর্তার কার্যালয়ে ভিড় ছিল লক্ষণীয়। প্রার্থী ও তাঁদের সমর্থকরা সকাল থেকেই উপস্থিত হন।: [14, 529, 159, 542]
